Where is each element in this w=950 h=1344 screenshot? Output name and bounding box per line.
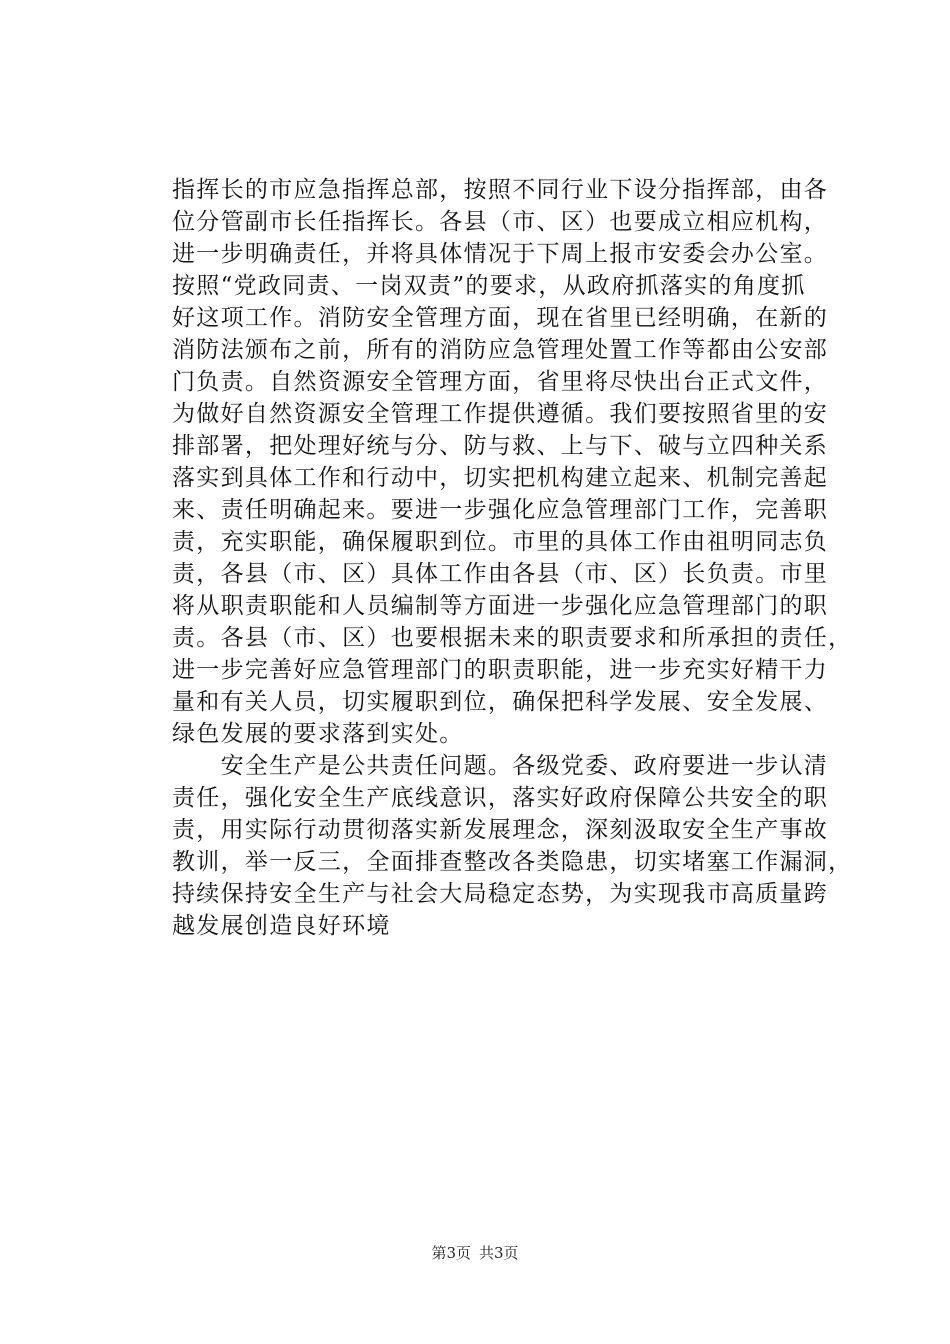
text-line: 安全生产是公共责任问题。各级党委、政府要进一步认清 <box>172 753 829 779</box>
text-line: 落实到具体工作和行动中，切实把机构建立起来、机制完善起 <box>172 465 829 491</box>
text-line: 好这项工作。消防安全管理方面，现在省里已经明确，在新的 <box>172 305 829 331</box>
text-line: 量和有关人员，切实履职到位，确保把科学发展、安全发展、 <box>172 689 829 715</box>
text-line: 进一步明确责任，并将具体情况于下周上报市安委会办公室。 <box>172 241 829 267</box>
page-total: 共3页 <box>479 1244 519 1262</box>
text-line: 教训，举一反三，全面排查整改各类隐患，切实堵塞工作漏洞， <box>172 849 853 875</box>
text-line: 门负责。自然资源安全管理方面，省里将尽快出台正式文件， <box>172 369 829 395</box>
text-line: 责任，强化安全生产底线意识，落实好政府保障公共安全的职 <box>172 785 829 811</box>
text-line: 绿色发展的要求落到实处。 <box>172 721 464 747</box>
text-line: 按照“党政同责、一岗双责”的要求，从政府抓落实的角度抓 <box>172 273 806 299</box>
text-line: 持续保持安全生产与社会大局稳定态势，为实现我市高质量跨 <box>172 881 829 907</box>
document-body <box>172 174 853 942</box>
text-line: 责，用实际行动贯彻落实新发展理念，深刻汲取安全生产事故 <box>172 817 829 843</box>
text-line: 位分管副市长任指挥长。各县（市、区）也要成立相应机构， <box>172 209 829 235</box>
text-line: 责，充实职能，确保履职到位。市里的具体工作由祖明同志负 <box>172 529 829 555</box>
text-line: 为做好自然资源安全管理工作提供遵循。我们要按照省里的安 <box>172 401 829 427</box>
text-line: 越发展创造良好环境 <box>172 913 391 939</box>
text-line: 责，各县（市、区）具体工作由各县（市、区）长负责。市里 <box>172 561 829 587</box>
text-line: 责。各县（市、区）也要根据未来的职责要求和所承担的责任， <box>172 625 853 651</box>
page-number: 第3页 <box>431 1244 471 1262</box>
text-line: 排部署，把处理好统与分、防与救、上与下、破与立四种关系 <box>172 433 829 459</box>
text-line: 消防法颁布之前，所有的消防应急管理处置工作等都由公安部 <box>172 337 829 363</box>
text-line: 进一步完善好应急管理部门的职责职能，进一步充实好精干力 <box>172 657 829 683</box>
text-line: 来、责任明确起来。要进一步强化应急管理部门工作，完善职 <box>172 497 829 523</box>
text-line: 指挥长的市应急指挥总部，按照不同行业下设分指挥部，由各 <box>172 177 829 203</box>
page-footer <box>0 1243 950 1263</box>
text-line: 将从职责职能和人员编制等方面进一步强化应急管理部门的职 <box>172 593 829 619</box>
